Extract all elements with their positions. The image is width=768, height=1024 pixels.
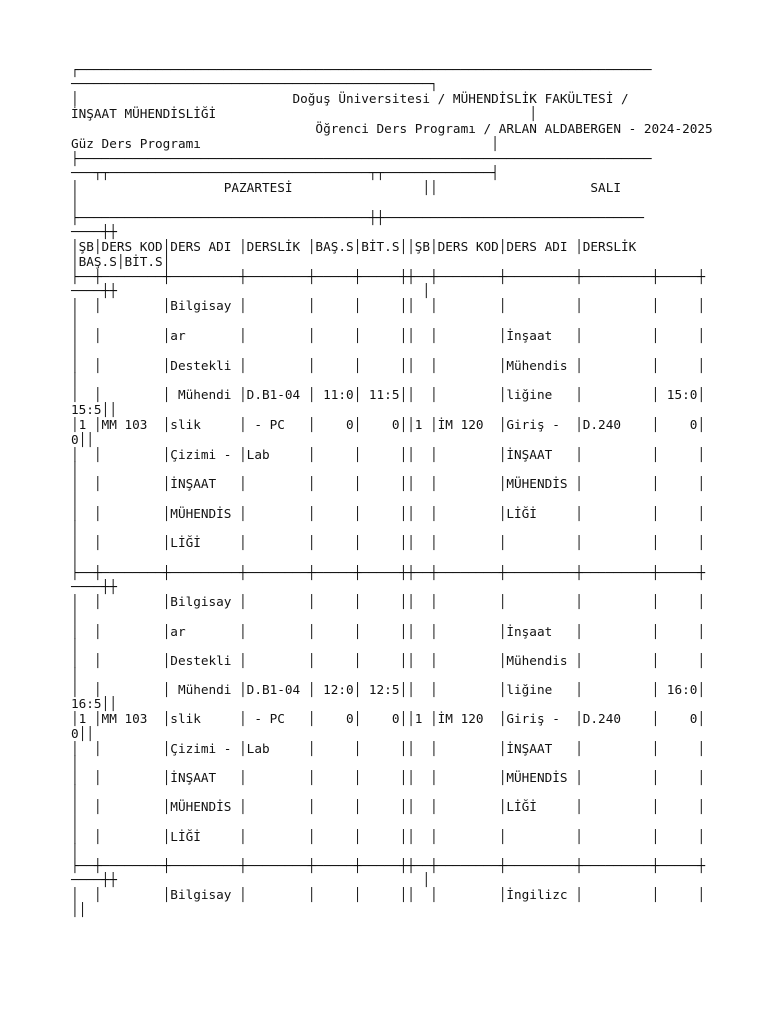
schedule-line: Öğrenci Ders Programı / ARLAN ALDABERGEN - 2024-2025 [71, 121, 713, 136]
schedule-line: ├─────────────────────────────────────────────────────────────────────────── [71, 151, 652, 166]
schedule-line: İNŞAAT MÜHENDİSLİĞİ │ [71, 106, 537, 121]
schedule-line: ││ [71, 902, 87, 917]
schedule-line: │ [71, 609, 79, 624]
schedule-line: │ [71, 520, 79, 535]
schedule-line: │ │ │Destekli │ │ │ ││ │ │Mühendis │ │ │ [71, 358, 705, 373]
schedule-line: │ [71, 461, 79, 476]
schedule-line: │ │ │LİĞİ │ │ │ ││ │ │ │ │ │ [71, 535, 705, 550]
schedule-line: │ [71, 372, 79, 387]
schedule-line: │ │ │Bilgisay │ │ │ ││ │ │ │ │ │ [71, 594, 705, 609]
schedule-line: │ [71, 755, 79, 770]
schedule-line: │ │ │MÜHENDİS │ │ │ ││ │ │LİĞİ │ │ │ [71, 506, 705, 521]
schedule-line: │ [71, 814, 79, 829]
schedule-line: │ [71, 784, 79, 799]
schedule-line: ────┼┼ │ [71, 872, 431, 887]
schedule-line: │ │ │ Mühendi │D.B1-04 │ 11:0│ 11:5││ │ │liğine │ │ 15:0│ [71, 387, 705, 402]
schedule-line: │1 │MM 103 │slik │ - PC │ 0│ 0││1 │İM 120 │Giriş - │D.240 │ 0│ [71, 711, 705, 726]
schedule-line: ┌─────────────────────────────────────────────────────────────────────────── [71, 62, 652, 77]
schedule-line: ├──┼────────┼─────────┼────────┼─────┼─────┼┼──┼────────┼─────────┼─────────┼─────┼ [71, 858, 705, 873]
schedule-line: ────┼┼ │ [71, 283, 431, 298]
schedule-line: │ │ │ar │ │ │ ││ │ │İnşaat │ │ │ [71, 624, 705, 639]
schedule-line: 0││ [71, 726, 94, 741]
schedule-line: 16:5││ [71, 696, 117, 711]
schedule-line: │ │ │İNŞAAT │ │ │ ││ │ │MÜHENDİS │ │ │ [71, 476, 705, 491]
schedule-line: │ [71, 843, 79, 858]
schedule-line: 0││ [71, 432, 94, 447]
schedule-line: │ │ │Destekli │ │ │ ││ │ │Mühendis │ │ │ [71, 653, 705, 668]
schedule-line: ───┬┬──────────────────────────────────┬┬──────────────┤ [71, 165, 499, 180]
schedule-line: │ PAZARTESİ ││ SALI [71, 180, 621, 195]
schedule-line: 15:5││ [71, 402, 117, 417]
schedule-line: │ [71, 638, 79, 653]
schedule-line: │ŞB│DERS KOD│DERS ADI │DERSLİK │BAŞ.S│BİT.S││ŞB│DERS KOD│DERS ADI │DERSLİK [71, 239, 637, 254]
schedule-line: │ │ │ Mühendi │D.B1-04 │ 12:0│ 12:5││ │ │liğine │ │ 16:0│ [71, 682, 705, 697]
schedule-line: │1 │MM 103 │slik │ - PC │ 0│ 0││1 │İM 120 │Giriş - │D.240 │ 0│ [71, 417, 705, 432]
schedule-line: │BAŞ.S│BİT.S│ [71, 254, 171, 269]
schedule-line: ───────────────────────────────────────────────┐ [71, 76, 438, 91]
schedule-line: │ [71, 313, 79, 328]
schedule-line: ├──────────────────────────────────────┼┼────────────────────────────────── [71, 210, 644, 225]
schedule-line: │ [71, 195, 79, 210]
schedule-line: ────┼┼ [71, 224, 117, 239]
schedule-line: │ [71, 343, 79, 358]
schedule-line: ├──┼────────┼─────────┼────────┼─────┼─────┼┼──┼────────┼─────────┼─────────┼─────┼ [71, 269, 705, 284]
schedule-line: │ │ │LİĞİ │ │ │ ││ │ │ │ │ │ [71, 829, 705, 844]
schedule-line: │ │ │Çizimi - │Lab │ │ ││ │ │İNŞAAT │ │ │ [71, 741, 705, 756]
schedule-line: │ [71, 550, 79, 565]
schedule-line: │ [71, 491, 79, 506]
schedule-line: ├──┼────────┼─────────┼────────┼─────┼─────┼┼──┼────────┼─────────┼─────────┼─────┼ [71, 565, 705, 580]
schedule-line: │ │ │Bilgisay │ │ │ ││ │ │İngilizc │ │ │ [71, 887, 705, 902]
schedule-line: │ Doğuş Üniversitesi / MÜHENDİSLİK FAKÜLTESİ / [71, 91, 629, 106]
schedule-line: Güz Ders Programı │ [71, 136, 499, 151]
schedule-line: ────┼┼ [71, 579, 117, 594]
schedule-line: │ │ │Bilgisay │ │ │ ││ │ │ │ │ │ [71, 298, 705, 313]
schedule-line: │ │ │İNŞAAT │ │ │ ││ │ │MÜHENDİS │ │ │ [71, 770, 705, 785]
schedule-line: │ │ │Çizimi - │Lab │ │ ││ │ │İNŞAAT │ │ │ [71, 447, 705, 462]
schedule-line: │ │ │ar │ │ │ ││ │ │İnşaat │ │ │ [71, 328, 705, 343]
schedule-line: │ [71, 667, 79, 682]
schedule-line: │ │ │MÜHENDİS │ │ │ ││ │ │LİĞİ │ │ │ [71, 799, 705, 814]
